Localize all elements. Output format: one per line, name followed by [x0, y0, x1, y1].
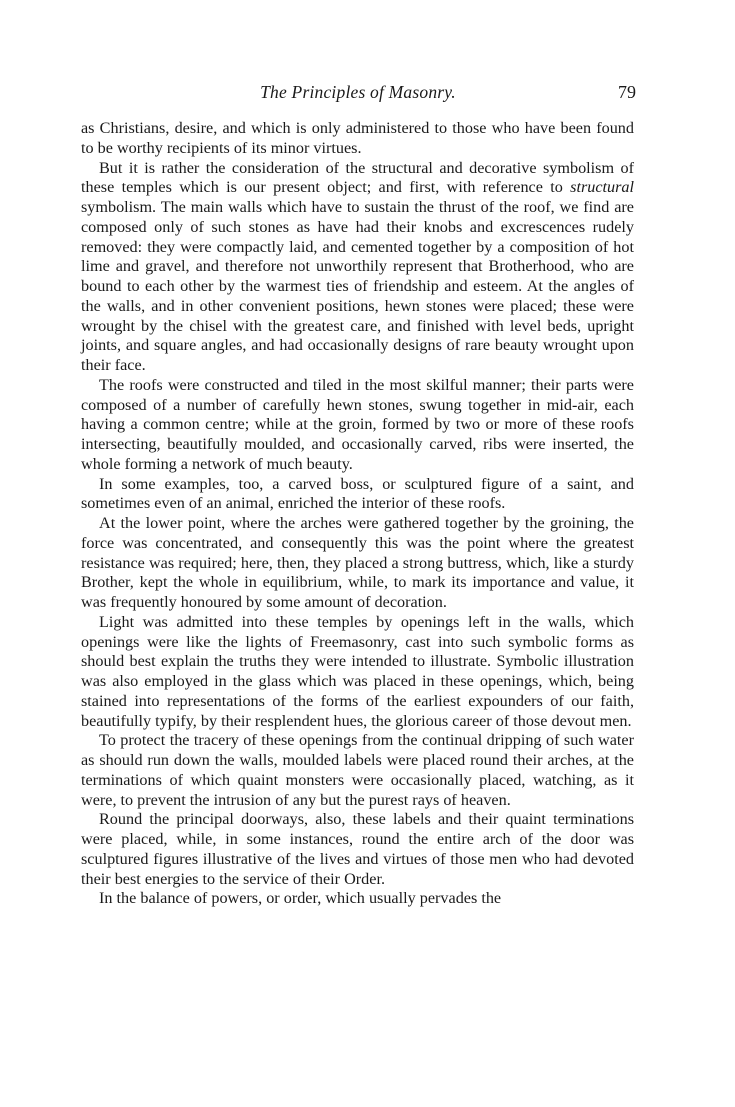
paragraph-text: symbolism. The main walls which have to sustain the thrust of the roof, we find are composed only of such stones as have had their knobs and excrescences rudely removed: they were compactly laid, and cemented together by a composition of hot lime and gravel, and therefore not unworthily represent that Brotherhood, who are bound to each other by the warmest ties of friendship and esteem. At the angles of the walls, and in other convenient positions, hewn stones were placed; these were wrought by the chisel with the greatest care, and finished with level beds, upright joints, and square angles, and had occasionally designs of rare beauty wrought upon their face.	[81, 198, 634, 374]
paragraph-5	[81, 514, 634, 613]
paragraph-1	[81, 119, 634, 159]
paragraph-7	[81, 731, 634, 810]
page-number: 79	[618, 82, 636, 102]
paragraph-text: The roofs were constructed and tiled in the most skilful manner; their parts were composed of a number of carefully hewn stones, swung together in mid-air, each having a common centre; while at the groin, formed by two or more of these roofs intersecting, beautifully moulded, and occasionally carved, ribs were inserted, the whole forming a network of much beauty.	[81, 375, 634, 473]
running-head	[80, 82, 636, 106]
paragraph-text: as Christians, desire, and which is only administered to those who have been found to be worthy recipients of its minor virtues.	[81, 119, 634, 157]
paragraph-text: In some examples, too, a carved boss, or sculptured figure of a saint, and sometimes even of an animal, enriched the interior of these roofs.	[81, 474, 634, 513]
paragraph-6	[81, 613, 634, 732]
paragraph-text: But it is rather the consideration of the structural and decorative symbolism of these temples which is our present object; and first, with reference to	[81, 158, 634, 197]
emphasis-text: structural	[570, 178, 634, 197]
paragraph-9	[81, 889, 634, 909]
paragraph-text: Light was admitted into these temples by openings left in the walls, which openings were like the lights of Freemasonry, cast into such symbolic forms as should best explain the truths they were intended to illustrate. Symbolic illustration was also employed in the glass which was placed in these openings, which, being stained into representations of the forms of the earliest expounders of our faith, beautifully typify, by their resplendent hues, the glorious career of those devout men.	[81, 612, 634, 730]
running-title: The Principles of Masonry.	[260, 82, 456, 102]
paragraph-text: To protect the tracery of these openings from the continual dripping of such water as should run down the walls, moulded labels were placed round their arches, at the terminations of which quaint monsters were occasionally placed, watching, as it were, to prevent the intrusion of any but the purest rays of heaven.	[81, 731, 634, 809]
paragraph-text: At the lower point, where the arches were gathered together by the groining, the force was concentrated, and consequently this was the point where the greatest resistance was required; here, then, they placed a strong buttress, which, like a sturdy Brother, kept the whole in equilibrium, while, to mark its importance and value, it was frequently honoured by some amount of decoration.	[81, 514, 634, 611]
paragraph-text: Round the principal doorways, also, these labels and their quaint terminations were placed, while, in some instances, round the entire arch of the door was sculptured figures illustrative of the lives and virtues of those men who had devoted their best energies to the service of their Order.	[81, 810, 634, 888]
paragraph-4	[81, 475, 634, 515]
paragraph-2	[81, 159, 634, 376]
paragraph-8	[81, 810, 634, 889]
paragraph-3	[81, 376, 634, 475]
body-text	[81, 119, 634, 909]
paragraph-text: In the balance of powers, or order, which usually pervades the	[99, 889, 502, 908]
